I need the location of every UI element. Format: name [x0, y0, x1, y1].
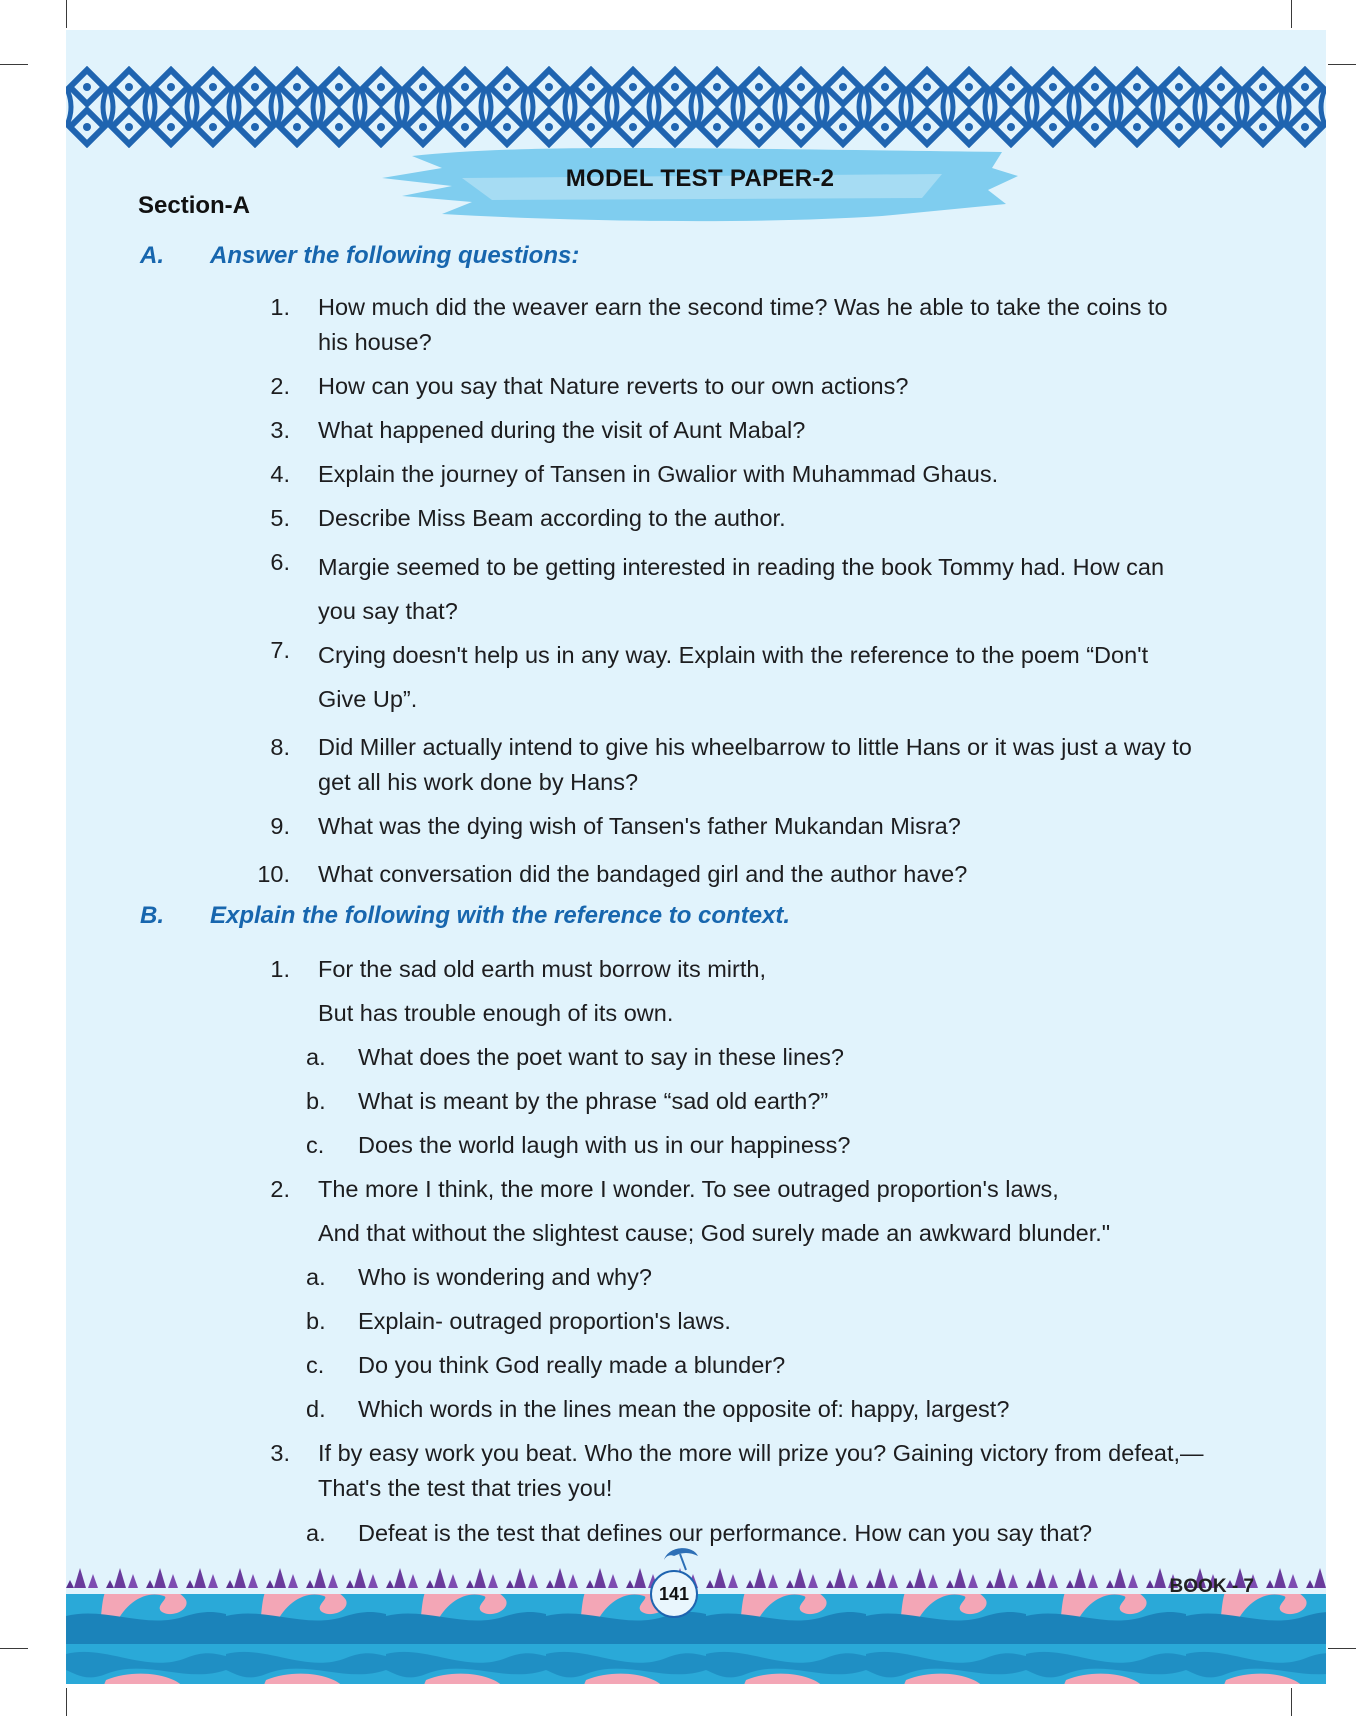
- sub-question: [306, 1304, 1206, 1339]
- sub-text: Defeat is the test that defines our performance. How can you say that?: [358, 1520, 1093, 1546]
- sub-question: [306, 1516, 1206, 1551]
- question-line: his house?: [318, 329, 432, 355]
- question-number: 10.: [257, 861, 290, 887]
- question-item: [226, 413, 1286, 448]
- item-number: 1.: [270, 956, 290, 982]
- quote-line: And that without the slightest cause; God surely made an awkward blunder.": [318, 1220, 1111, 1246]
- question-text: What happened during the visit of Aunt Mabal?: [318, 417, 806, 443]
- sub-text: Explain- outraged proportion's laws.: [358, 1308, 731, 1334]
- sub-text: What is meant by the phrase “sad old earth?”: [358, 1088, 829, 1114]
- crop-mark: [1328, 1648, 1356, 1649]
- part-b-heading: [140, 896, 1300, 936]
- sub-question: [306, 1348, 1206, 1383]
- question-item: [226, 501, 1286, 536]
- crop-mark: [66, 0, 67, 28]
- sub-text: Does the world laugh with us in our happiness?: [358, 1132, 851, 1158]
- decorative-top-border: [66, 66, 1326, 148]
- question-line: Did Miller actually intend to give his wheelbarrow to little Hans or it was just a way to: [318, 734, 1192, 760]
- question-line: get all his work done by Hans?: [318, 769, 639, 795]
- context-item: [226, 1436, 1286, 1506]
- umbrella-icon: [660, 1542, 700, 1572]
- book-label: BOOK - 7: [1169, 1576, 1254, 1597]
- sub-letter: a.: [306, 1264, 326, 1290]
- part-a-letter: A.: [140, 242, 164, 269]
- quote-line: For the sad old earth must borrow its mirth,: [318, 956, 766, 982]
- question-number: 6.: [270, 549, 290, 575]
- question-number: 1.: [270, 294, 290, 320]
- question-item: [226, 369, 1286, 404]
- context-item: [226, 952, 1286, 987]
- sub-question: [306, 1084, 1206, 1119]
- crop-mark: [1291, 0, 1292, 28]
- sub-question: [306, 1260, 1206, 1295]
- crop-mark: [1328, 64, 1356, 65]
- sub-letter: a.: [306, 1044, 326, 1070]
- question-number: 2.: [270, 373, 290, 399]
- question-line: Margie seemed to be getting interested in reading the book Tommy had. How can: [318, 554, 1165, 580]
- question-number: 5.: [270, 505, 290, 531]
- question-item: [226, 633, 1286, 721]
- question-text: [318, 545, 1258, 633]
- context-item: [226, 1172, 1286, 1207]
- question-item: [226, 857, 1286, 892]
- sub-letter: d.: [306, 1396, 326, 1422]
- question-text: Describe Miss Beam according to the author.: [318, 505, 786, 531]
- quote-line: That's the test that tries you!: [318, 1475, 613, 1501]
- sub-letter: b.: [306, 1308, 326, 1334]
- page-title: MODEL TEST PAPER-2: [565, 165, 835, 192]
- sub-text: Which words in the lines mean the opposite of: happy, largest?: [358, 1396, 1010, 1422]
- question-text: What conversation did the bandaged girl and the author have?: [318, 861, 968, 887]
- question-line: Give Up”.: [318, 686, 418, 712]
- sub-text: Do you think God really made a blunder?: [358, 1352, 786, 1378]
- sub-text: Who is wondering and why?: [358, 1264, 652, 1290]
- sub-letter: c.: [306, 1352, 325, 1378]
- sub-letter: c.: [306, 1132, 325, 1158]
- crop-mark: [66, 1688, 67, 1716]
- crop-mark: [0, 64, 28, 65]
- item-number: 2.: [270, 1176, 290, 1202]
- sub-text: What does the poet want to say in these lines?: [358, 1044, 844, 1070]
- question-text: [318, 290, 1258, 360]
- question-item: [226, 809, 1286, 844]
- question-text: What was the dying wish of Tansen's father Mukandan Misra?: [318, 813, 961, 839]
- question-line: Crying doesn't help us in any way. Explain with the reference to the poem “Don't: [318, 642, 1149, 668]
- question-number: 9.: [270, 813, 290, 839]
- part-b-letter: B.: [140, 902, 164, 929]
- question-item: [226, 290, 1286, 360]
- question-number: 4.: [270, 461, 290, 487]
- page-number: 141: [650, 1570, 698, 1618]
- question-number: 3.: [270, 417, 290, 443]
- quote-line: The more I think, the more I wonder. To see outraged proportion's laws,: [318, 1176, 1059, 1202]
- question-item: [226, 545, 1286, 633]
- sub-question: [306, 1392, 1206, 1427]
- section-label: Section-A: [138, 192, 251, 219]
- question-text: Explain the journey of Tansen in Gwalior with Muhammad Ghaus.: [318, 461, 999, 487]
- part-a-heading-text: Answer the following questions:: [210, 242, 580, 269]
- crop-mark: [1291, 1688, 1292, 1716]
- sub-letter: a.: [306, 1520, 326, 1546]
- question-number: 8.: [270, 734, 290, 760]
- question-text: [318, 633, 1258, 721]
- question-text: [318, 730, 1258, 800]
- decorative-bottom-border: [66, 1554, 1326, 1684]
- worksheet-page: [66, 30, 1326, 1684]
- crop-mark: [0, 1648, 28, 1649]
- question-line: you say that?: [318, 598, 458, 624]
- quote-line: But has trouble enough of its own.: [318, 1000, 674, 1026]
- question-number: 7.: [270, 637, 290, 663]
- sub-question: [306, 1128, 1206, 1163]
- part-a-heading: [140, 236, 1300, 276]
- sub-letter: b.: [306, 1088, 326, 1114]
- question-item: [226, 730, 1286, 800]
- sub-question: [306, 1040, 1206, 1075]
- question-item: [226, 457, 1286, 492]
- question-line: How much did the weaver earn the second time? Was he able to take the coins to: [318, 294, 1168, 320]
- part-b-heading-text: Explain the following with the reference to context.: [210, 902, 791, 929]
- quote-text: [318, 1436, 1258, 1506]
- quote-line: If by easy work you beat. Who the more will prize you? Gaining victory from defeat,—: [318, 1440, 1204, 1466]
- question-text: How can you say that Nature reverts to our own actions?: [318, 373, 909, 399]
- item-number: 3.: [270, 1440, 290, 1466]
